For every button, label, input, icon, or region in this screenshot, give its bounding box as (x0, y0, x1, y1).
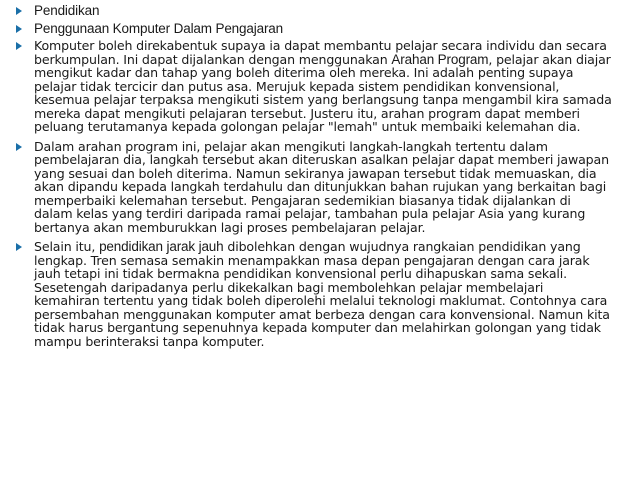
highlighted-term-arahan-program: Arahan Program (391, 51, 489, 67)
paragraph-text-after: , pelajar akan diajar mengikut kadar dan tahap yang boleh diterima oleh mereka. Ini adalah penting supaya pelajar tidak tercicir dan putus asa. Merujuk kepada sistem pendidikan konvensional, kesemua pelajar terpaksa mengikuti sistem yang berlangsung tanpa mengambil kira samada mereka dapat mengikuti pelajaran tersebut. Justeru itu, arahan program dapat memberi peluang terutamanya kepada golongan pelajar "lemah" untuk membaiki kelemahan dia. (34, 51, 612, 134)
bullet-paragraph-pendidikan-jarak-jauh (12, 240, 612, 348)
triangle-right-bullet-icon (16, 25, 22, 33)
highlighted-term-pendidikan-jarak-jauh: pendidikan jarak jauh (99, 239, 224, 254)
bullet-heading-pendidikan (12, 4, 612, 18)
triangle-right-bullet-icon (16, 42, 22, 50)
heading-text: Pendidikan (34, 3, 100, 18)
triangle-right-bullet-icon (16, 7, 22, 15)
paragraph-text-before: Komputer boleh direkabentuk supaya ia dapat membantu pelajar secara individu dan secara berkumpulan. Ini dapat dijalankan dengan menggunakan (34, 38, 607, 67)
paragraph-text: Dalam arahan program ini, pelajar akan mengikuti langkah-langkah tertentu dalam pembelajaran dia, langkah tersebut akan diteruskan asalkan pelajar dapat memberi jawapan yang sesuai dan boleh diterima. Namun sekiranya jawapan tersebut tidak memuaskan, dia akan dipandu kepada langkah terdahulu dan ditunjukkan bahan rujukan yang berkaitan bagi memperbaiki kelemahan tersebut. Pengajaran sedemikian biasanya tidak dijalankan di dalam kelas yang terdiri daripada ramai pelajar, tambahan pula pelajar Asia yang kurang bertanya akan memburukkan lagi proses pembelajaran pelajar. (34, 138, 609, 235)
slide-content (12, 0, 612, 354)
paragraph-text-after: dibolehkan dengan wujudnya rangkaian pendidikan yang lengkap. Tren semasa semakin menampakkan masa depan pengajaran dengan cara jarak jauh tetapi ini tidak bermakna pendidikan konvensional perlu dihapuskan sama sekali. Sesetengah daripadanya perlu dikekalkan bagi membolehkan pelajar membelajari kemahiran tertentu yang tidak boleh diperolehi melalui teknologi maklumat. Contohnya cara persembahan menggunakan komputer amat berbeza dengan cara konvensional. Namun kita tidak harus bergantung sepenuhnya kepada komputer dan melahirkan golongan yang tidak mampu berinteraksi tanpa komputer. (34, 239, 610, 349)
bullet-heading-penggunaan-komputer (12, 22, 612, 36)
triangle-right-bullet-icon (16, 243, 22, 251)
triangle-right-bullet-icon (16, 143, 22, 151)
heading-text: Penggunaan Komputer Dalam Pengajaran (34, 20, 284, 36)
bullet-paragraph-arahan-program (12, 39, 612, 134)
paragraph-text-before: Selain itu, (34, 239, 100, 254)
bullet-paragraph-langkah-langkah (12, 140, 612, 235)
